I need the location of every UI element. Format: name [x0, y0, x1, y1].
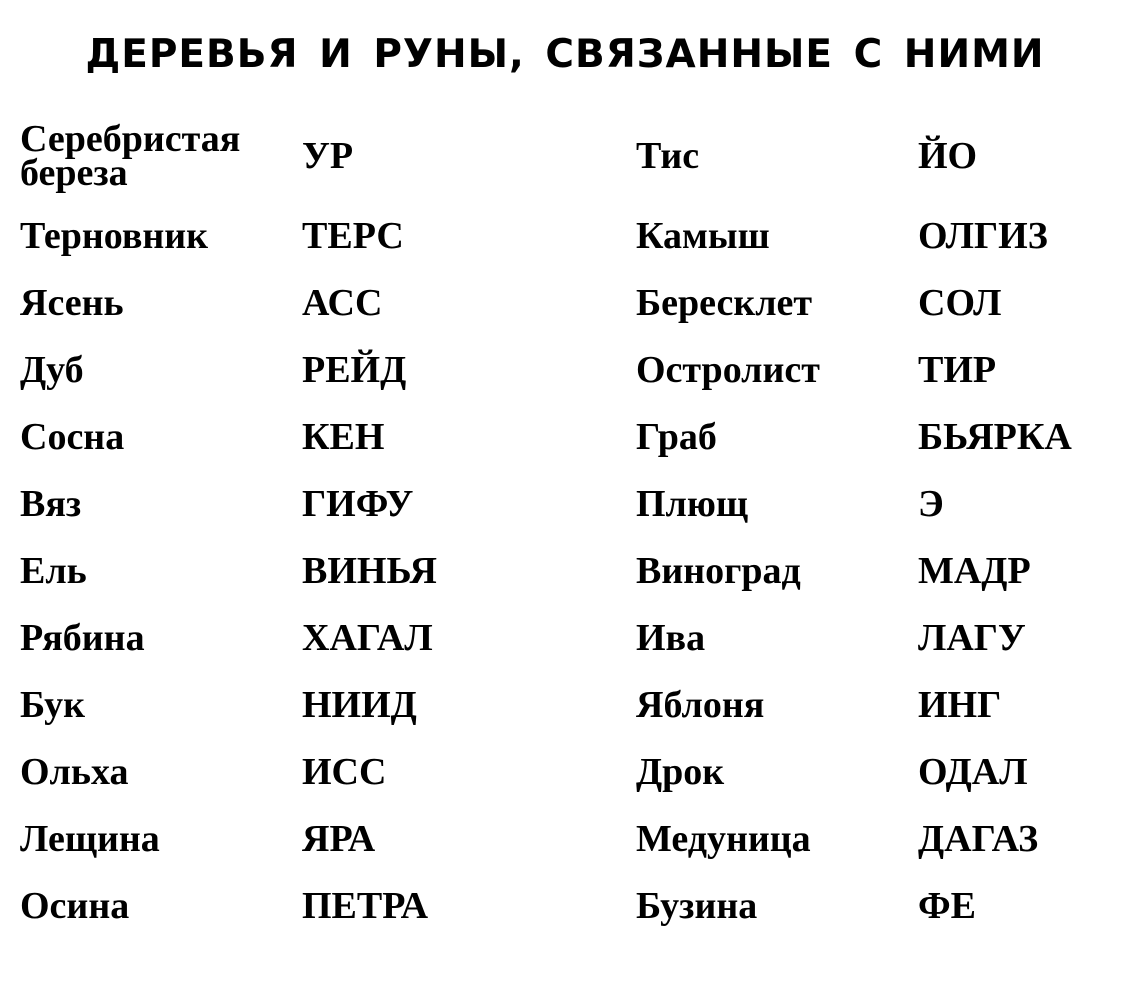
- rune-name-left: ЯРА: [302, 817, 376, 860]
- rune-name-left: ВИНЬЯ: [302, 549, 438, 592]
- rune-name-left: ПЕТРА: [302, 884, 429, 927]
- table-row: [0, 269, 1130, 336]
- table-row: [0, 805, 1130, 872]
- tree-name-left: Осина: [20, 884, 130, 927]
- tree-name-left: Вяз: [20, 482, 82, 525]
- tree-name-left: Рябина: [20, 616, 145, 659]
- tree-name-right: Медуница: [636, 817, 811, 860]
- tree-name-right: Яблоня: [636, 683, 765, 726]
- rune-name-left: ИСС: [302, 750, 387, 793]
- rune-name-left: ГИФУ: [302, 482, 414, 525]
- tree-name-left: Бук: [20, 683, 86, 726]
- rune-name-left: ХАГАЛ: [302, 616, 433, 659]
- tree-name-right: Плющ: [636, 482, 748, 525]
- rune-name-right: МАДР: [918, 549, 1031, 592]
- tree-name-right: Граб: [636, 415, 717, 458]
- tree-name-left: Ольха: [20, 750, 129, 793]
- table-row: [0, 470, 1130, 537]
- tree-name-right: Бересклет: [636, 281, 813, 324]
- rune-name-left: УР: [302, 135, 354, 177]
- rune-name-right: Э: [918, 482, 944, 525]
- tree-name-left: Ясень: [20, 281, 124, 324]
- table-row: [0, 872, 1130, 939]
- table-row: [0, 403, 1130, 470]
- rune-name-left: АСС: [302, 281, 383, 324]
- table-row: [0, 604, 1130, 671]
- tree-name-left: Ель: [20, 549, 87, 592]
- rune-name-left: КЕН: [302, 415, 385, 458]
- rune-name-left: НИИД: [302, 683, 417, 726]
- table-row: [0, 202, 1130, 269]
- page-title: ДЕРЕВЬЯ И РУНЫ, СВЯЗАННЫЕ С НИМИ: [85, 32, 1045, 77]
- tree-name-right: Остролист: [636, 348, 820, 391]
- rune-name-right: ЛАГУ: [918, 616, 1026, 659]
- rune-name-right: ТИР: [918, 348, 997, 391]
- table-row: [0, 537, 1130, 604]
- tree-name-right: Ива: [636, 616, 706, 659]
- rune-name-left: ТЕРС: [302, 214, 404, 257]
- rune-name-right: ОДАЛ: [918, 750, 1028, 793]
- rune-name-right: ИНГ: [918, 683, 1002, 726]
- tree-name-left: Лещина: [20, 817, 160, 860]
- table-row: [0, 671, 1130, 738]
- rune-name-right: ДАГАЗ: [918, 817, 1039, 860]
- rune-name-right: ФЕ: [918, 884, 976, 927]
- rune-name-left: РЕЙД: [302, 348, 407, 391]
- tree-name-right: Бузина: [636, 884, 758, 927]
- rune-name-right: ОЛГИЗ: [918, 214, 1048, 257]
- rune-name-right: БЬЯРКА: [918, 415, 1072, 458]
- rune-name-right: ЙО: [918, 135, 978, 177]
- table-row: [0, 336, 1130, 403]
- rune-name-right: СОЛ: [918, 281, 1002, 324]
- tree-name-right: Дрок: [636, 750, 725, 793]
- table-row: [0, 110, 1130, 202]
- tree-name-left: Терновник: [20, 214, 209, 257]
- tree-name-left: Серебристая береза: [20, 118, 241, 194]
- table-row: [0, 738, 1130, 805]
- tree-name-right: Камыш: [636, 214, 770, 257]
- tree-name-right: Тис: [636, 135, 700, 177]
- tree-name-right: Виноград: [636, 549, 801, 592]
- trees-runes-table: [0, 110, 1130, 939]
- tree-name-left: Сосна: [20, 415, 125, 458]
- tree-name-left: Дуб: [20, 348, 84, 391]
